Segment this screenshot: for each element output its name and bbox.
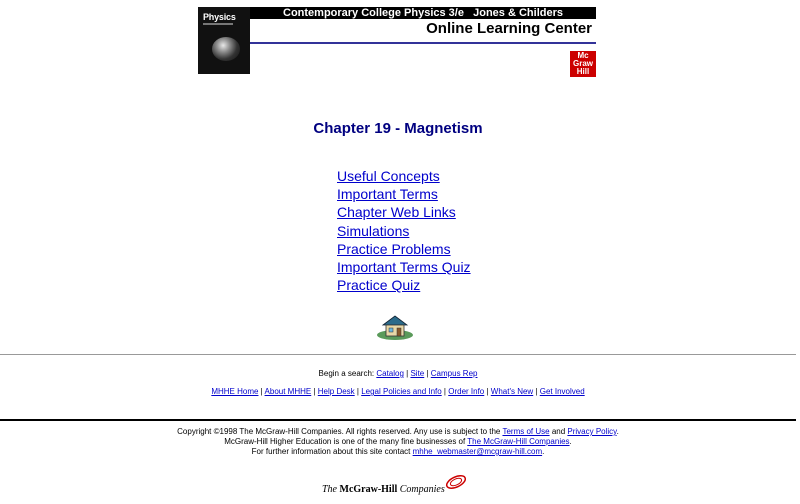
chapter-title: Chapter 19 - Magnetism [313,120,483,137]
nav-order-info[interactable]: Order Info [448,387,485,396]
menu-important-terms-quiz[interactable]: Important Terms Quiz [337,259,471,276]
mcgraw-hill-companies-logo[interactable] [322,472,472,500]
copyright-line-1: Copyright ©1998 The McGraw-Hill Companies. All rights reserved. Any use is subject to the Terms of Use and Privacy Policy. [177,427,619,436]
search-prefix: Begin a search: [318,369,377,378]
menu-practice-quiz[interactable]: Practice Quiz [337,277,421,294]
webmaster-email-link[interactable]: mhhe_webmaster@mcgraw-hill.com [412,447,543,456]
book-cover-stripe [203,23,233,25]
copyright-line-3: For further information about this site contact mhhe_webmaster@mcgraw-hill.com. [251,447,545,456]
terms-of-use-link[interactable]: Terms of Use [502,427,550,436]
book-title-bar: Contemporary College Physics 3/e Jones & Childers [250,7,596,19]
chapter-menu [337,167,471,294]
nav-help-desk[interactable]: Help Desk [317,387,355,396]
online-learning-center-title: Online Learning Center [426,20,592,37]
search-links: Begin a search: Catalog | Site | Campus Rep [318,369,478,378]
nav-mhhe-home[interactable]: MHHE Home [211,387,259,396]
book-cover-title: Physics [203,12,236,22]
nav-get-involved[interactable]: Get Involved [539,387,585,396]
mcgraw-hill-logo[interactable]: Mc Graw Hill [570,51,596,77]
footer-brand-text: The McGraw-Hill Companies [322,484,445,495]
book-cover-sphere [212,37,240,61]
book-cover-image [198,7,250,74]
header-banner [198,7,596,74]
search-campus-rep-link[interactable]: Campus Rep [430,369,478,378]
copyright-notice [0,427,796,457]
footer-nav: MHHE Home | About MHHE | Help Desk | Legal Policies and Info | Order Info | What's New | Get Involved [211,387,585,396]
menu-simulations[interactable]: Simulations [337,222,410,239]
copyright-line-2: McGraw-Hill Higher Education is one of the many fine businesses of The McGraw-Hill Companies. [224,437,572,446]
nav-whats-new[interactable]: What's New [490,387,534,396]
search-catalog-link[interactable]: Catalog [376,369,404,378]
nav-legal-policies[interactable]: Legal Policies and Info [361,387,442,396]
menu-useful-concepts[interactable]: Useful Concepts [337,168,440,184]
nav-about-mhhe[interactable]: About MHHE [264,387,312,396]
search-site-link[interactable]: Site [410,369,425,378]
home-icon[interactable] [376,311,414,341]
header-divider [250,42,596,44]
menu-chapter-web-links[interactable]: Chapter Web Links [337,204,456,221]
footer-divider-top [0,354,796,355]
menu-important-terms[interactable]: Important Terms [337,186,438,203]
privacy-policy-link[interactable]: Privacy Policy [567,427,617,436]
mcgraw-hill-swoosh-icon [444,472,468,492]
mcgraw-hill-companies-link[interactable]: The McGraw-Hill Companies [467,437,570,446]
menu-practice-problems[interactable]: Practice Problems [337,240,451,257]
footer-divider-bottom [0,419,796,421]
